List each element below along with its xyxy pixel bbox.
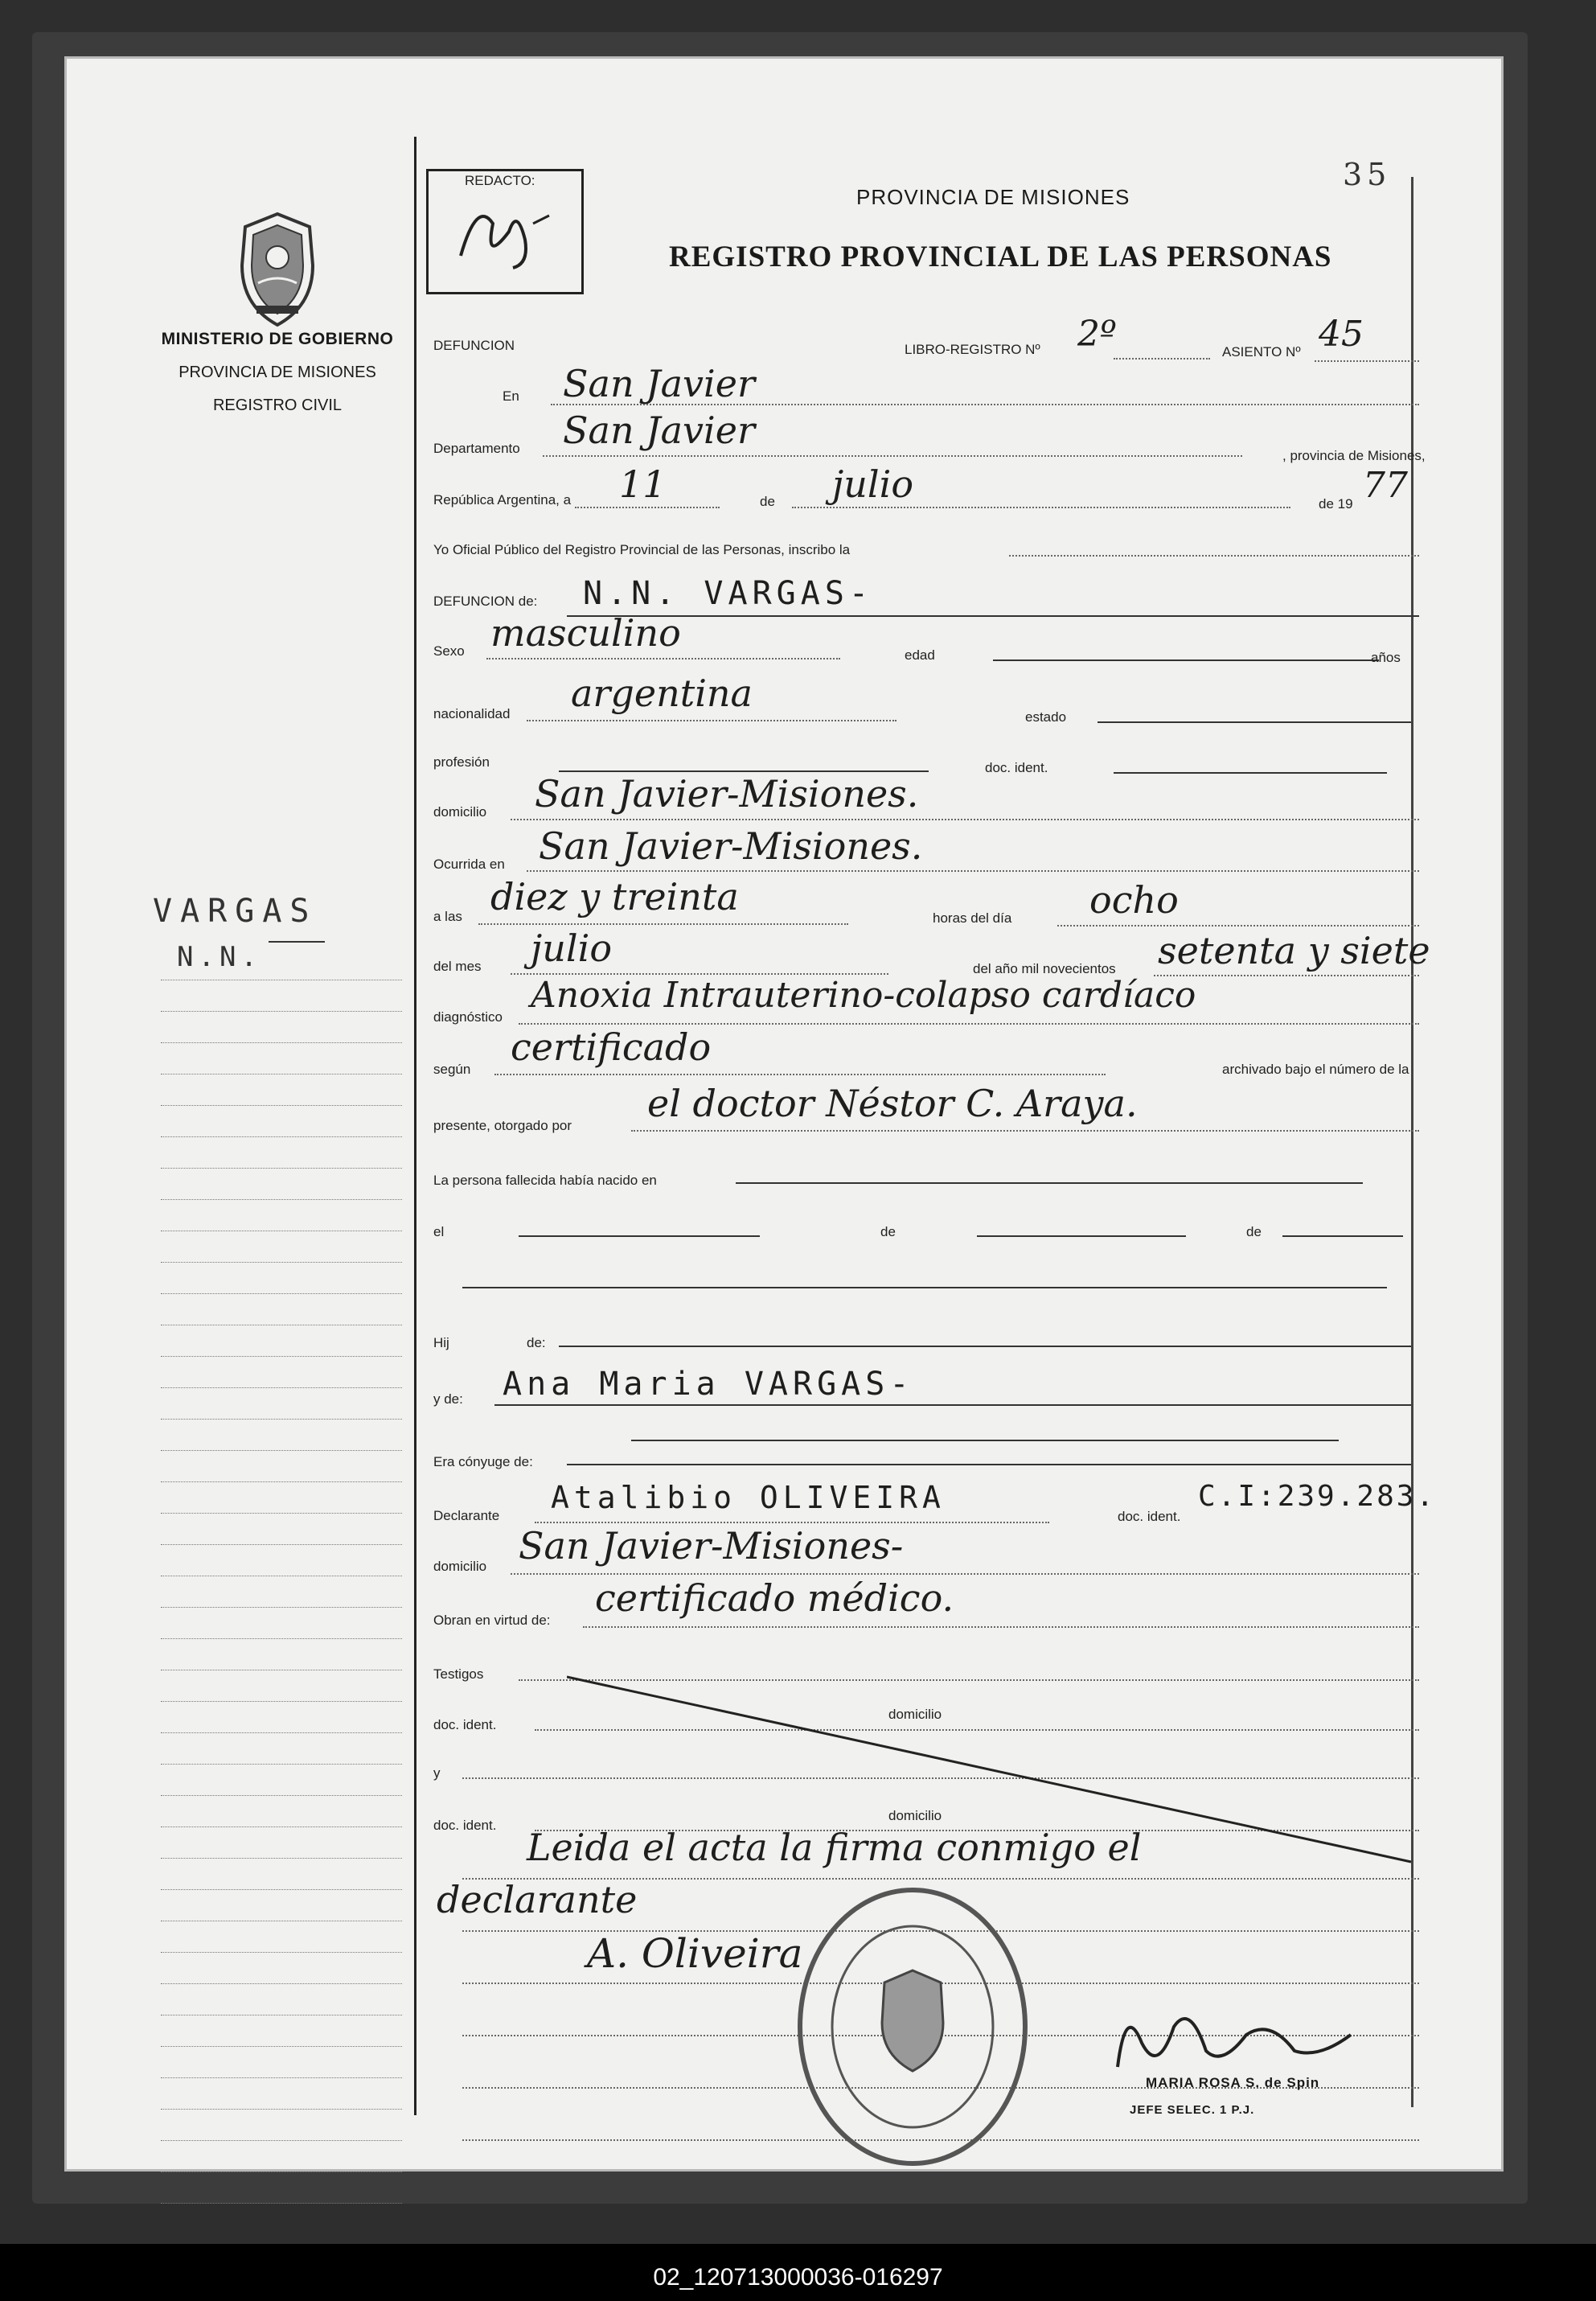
y-de-value: Ana Maria VARGAS- — [503, 1366, 914, 1403]
provincia-suffix: , provincia de Misiones, — [1282, 448, 1426, 463]
hij-de-label: de: — [527, 1335, 546, 1350]
day-value: 11 — [619, 462, 667, 506]
page-number: 35 — [1343, 157, 1392, 192]
testigo2-domicilio-label: domicilio — [888, 1808, 942, 1823]
margin-rule — [414, 137, 416, 2115]
y-label: y — [433, 1765, 441, 1781]
defuncion-de-label: DEFUNCION de: — [433, 594, 538, 609]
declarant-signature: A. Oliveira — [587, 1930, 803, 1977]
presente-value: el doctor Néstor C. Araya. — [647, 1082, 1138, 1125]
departamento-value: San Javier — [563, 409, 755, 452]
official-stamp-icon — [792, 1882, 1033, 2172]
margin-given-text: N.N. — [177, 941, 262, 973]
de1-label: de — [880, 1224, 896, 1239]
domicilio-value: San Javier-Misiones. — [535, 772, 919, 816]
register-page — [64, 56, 1504, 2172]
ocurrida-value: San Javier-Misiones. — [539, 824, 923, 868]
diagnostico-value: Anoxia Intrauterino-colapso cardíaco — [531, 975, 1196, 1016]
nacionalidad-value: argentina — [571, 672, 753, 715]
testigo-domicilio-label: domicilio — [888, 1707, 942, 1722]
anos-label: años — [1371, 650, 1401, 665]
declarante-doc-label: doc. ident. — [1118, 1509, 1181, 1524]
officer-signature-icon — [1110, 1995, 1367, 2083]
de2-label: de — [1246, 1224, 1262, 1239]
declarante-value: Atalibio OLIVEIRA — [551, 1480, 946, 1515]
asiento-value: 45 — [1319, 314, 1364, 355]
el-label: el — [433, 1224, 445, 1239]
del-mes-value: julio — [531, 927, 613, 970]
officer-title: JEFE SELEC. 1 P.J. — [1130, 2103, 1255, 2117]
image-id-caption: 02_120713000036-016297 — [653, 2264, 943, 2291]
ministry-line3: REGISTRO CIVIL — [212, 397, 343, 414]
del-mes-label: del mes — [433, 959, 482, 974]
diagnostico-label: diagnóstico — [433, 1009, 503, 1025]
doc-ident-label: doc. ident. — [985, 760, 1048, 775]
provincial-seal-icon — [229, 209, 326, 330]
domicilio-label: domicilio — [433, 804, 487, 820]
testigo-doc-label: doc. ident. — [433, 1717, 497, 1732]
domicilio2-label: domicilio — [433, 1559, 487, 1574]
margin-surname: VARGAS — [153, 893, 318, 930]
testigos-label: Testigos — [433, 1666, 484, 1682]
horas-label: horas del día — [933, 910, 1012, 926]
left-margin-column — [64, 56, 418, 2172]
officer-name: MARIA ROSA S. de Spin — [1146, 2075, 1320, 2090]
en-label: En — [503, 388, 519, 404]
nacido-label: La persona fallecida había nacido en — [433, 1173, 657, 1188]
conyuge-label: Era cónyuge de: — [433, 1454, 533, 1469]
a-las-label: a las — [433, 909, 462, 924]
record-type-label: DEFUNCION — [433, 338, 515, 353]
sexo-label: Sexo — [433, 643, 465, 659]
segun-label: según — [433, 1062, 471, 1077]
closing-line2: declarante — [437, 1878, 638, 1921]
defuncion-de-value: N.N. VARGAS- — [583, 575, 873, 612]
en-value: San Javier — [563, 362, 755, 405]
departamento-label: Departamento — [433, 441, 520, 456]
edad-label: edad — [905, 647, 935, 663]
anio-value: setenta y siete — [1158, 929, 1430, 972]
asiento-label: ASIENTO Nº — [1222, 344, 1301, 360]
closing-line1: Leida el acta la firma conmigo el — [527, 1826, 1142, 1869]
ministry-line2: PROVINCIA DE MISIONES — [178, 364, 376, 381]
ministry-line1: MINISTERIO DE GOBIERNO — [161, 330, 394, 348]
horas-value: ocho — [1089, 878, 1179, 922]
profesion-label: profesión — [433, 754, 490, 770]
hij-label: Hij — [433, 1335, 449, 1350]
estado-label: estado — [1025, 709, 1067, 725]
registry-title: REGISTRO PROVINCIAL DE LAS PERSONAS — [669, 240, 1332, 273]
ocurrida-label: Ocurrida en — [433, 857, 505, 872]
libro-label: LIBRO-REGISTRO Nº — [905, 342, 1040, 357]
declarante-doc-value: C.I:239.283. — [1198, 1480, 1437, 1513]
year-value: 77 — [1363, 465, 1408, 506]
testigo2-doc-label: doc. ident. — [433, 1818, 497, 1833]
presente-label: presente, otorgado por — [433, 1118, 572, 1133]
y-de-label: y de: — [433, 1391, 463, 1407]
domicilio2-value: San Javier-Misiones- — [519, 1524, 904, 1568]
republica-label: República Argentina, a — [433, 492, 572, 507]
month-value: julio — [832, 462, 914, 506]
archivado-label: archivado bajo el número de la — [1222, 1062, 1409, 1077]
nacionalidad-label: nacionalidad — [433, 706, 511, 721]
margin-ruled-lines — [161, 949, 402, 2204]
death-record-form — [430, 56, 1437, 2172]
province-title: PROVINCIA DE MISIONES — [856, 185, 1130, 209]
statement-text: Yo Oficial Público del Registro Provincial de las Personas, inscribo la — [433, 542, 851, 557]
declarante-label: Declarante — [433, 1508, 500, 1523]
de-label: de — [760, 494, 775, 509]
obran-label: Obran en virtud de: — [433, 1613, 551, 1628]
a-las-value: diez y treinta — [490, 875, 739, 918]
year-prefix: de 19 — [1319, 496, 1353, 512]
anio-label: del año mil novecientos — [973, 961, 1116, 976]
ministry-heading — [141, 330, 414, 415]
sexo-value: masculino — [490, 611, 681, 655]
obran-value: certificado médico. — [595, 1576, 954, 1620]
libro-value: 2º — [1077, 314, 1117, 355]
redacto-label: REDACTO: — [465, 173, 535, 188]
segun-value: certificado — [511, 1025, 712, 1069]
